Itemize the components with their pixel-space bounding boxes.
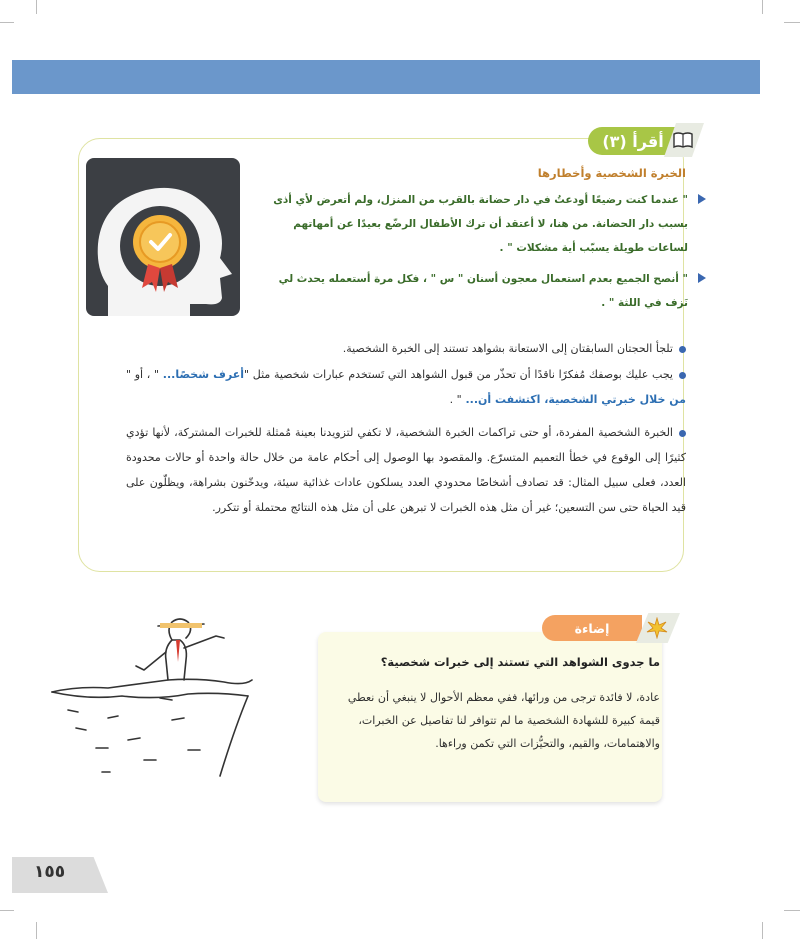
illumination-tab — [542, 613, 680, 643]
highlight-phrase-2: من خلال خبرتي الشخصية، اكتشفت أن... — [461, 393, 686, 406]
bullet-1-text: تلجأ الحجتان السابقتان إلى الاستعانة بشواهد تستند إلى الخبرة الشخصية. — [342, 342, 673, 355]
bullet-paragraph-3 — [126, 420, 686, 520]
crop-mark — [0, 910, 14, 911]
head-badge-icon — [86, 158, 240, 316]
bullet-3-text: الخبرة الشخصية المفردة، أو حتى تراكمات الخبرة الشخصية، لا تكفي لتزويدنا بعينة مُمثلة للخبرات المشتركة، لأنها تؤدي كثيرًا إلى الوقوع في خطأ التعميم المتسرّع. والمقصود بها الوصول إلى أحكام عامة من خلال حالة واحدة أو حالات محدودة العدد، فعلى سبيل المثال: قد تصادف أشخاصًا محدودي العدد يسلكون عادات غذائية سيئة، ويدخّنون بشراهة، ويظلّون على قيد الحياة حتى سن التسعين؛ غير أن مثل هذه الخبرات لا تبرهن على أن مثل هذه النتائج محتملة أو تتكرر. — [126, 426, 686, 514]
dot-bullet-icon — [679, 346, 686, 353]
quote-2-text: " أنصح الجميع بعدم استعمال معجون أسنان " س " ، فكل مرة أستعمله يحدث لي نَزف في اللثة " . — [278, 273, 688, 309]
quote-1 — [258, 188, 688, 260]
bullet-2-mid: " ، أو " — [126, 368, 163, 381]
crop-mark — [784, 22, 800, 23]
read-section-tab — [586, 123, 704, 157]
section-subheading: الخبرة الشخصية وأخطارها — [537, 166, 686, 180]
bullet-2-start: يجب عليك بوصفك مُفكرًا ناقدًا أن تحذّر من قبول الشواهد التي تَستخدم عبارات شخصية مثل " — [243, 368, 673, 381]
highlight-phrase-1: أعرف شخصًا... — [162, 368, 244, 381]
blindfolded-man-illustration — [48, 600, 298, 790]
bullet-paragraph-1 — [126, 336, 686, 361]
bullet-paragraph-2 — [126, 362, 686, 412]
crop-mark — [762, 922, 763, 939]
crop-mark — [36, 922, 37, 939]
bullet-2-end: " . — [449, 393, 462, 406]
crop-mark — [36, 0, 37, 14]
illumination-question: ما جدوى الشواهد التي تستند إلى خبرات شخصية؟ — [380, 655, 660, 669]
crop-mark — [784, 910, 800, 911]
triangle-bullet-icon — [698, 194, 706, 204]
expertise-illustration — [86, 158, 240, 316]
illumination-text: عادة، لا فائدة ترجى من ورائها، ففي معظم الأحوال لا ينبغي أن نعطي قيمة كبيرة للشهادة الشخصية ما لم تتوافر لنا تفاصيل عن الخبرات، والاهتمامات، والقيم، والتحيُّزات التي تكمن وراءها. — [347, 691, 660, 750]
dot-bullet-icon — [679, 372, 686, 379]
page-number: ١٥٥ — [34, 862, 66, 882]
quote-1-text: " عندما كنت رضيعًا أودعتُ في دار حضانة بالقرب من المنزل، ولم أتعرض لأي أذى بسبب دار الحضانة. من هنا، لا أعتقد أن ترك الأطفال الرضّع بعيدًا عن أمهاتهم لساعات طويلة يسبّب أية مشكلات " . — [273, 194, 688, 254]
crop-mark — [762, 0, 763, 14]
quote-2 — [258, 267, 688, 315]
open-book-icon — [672, 129, 694, 151]
header-band — [12, 60, 760, 94]
triangle-bullet-icon — [698, 273, 706, 283]
crop-mark — [0, 22, 14, 23]
illumination-tab-label: إضاءة — [542, 615, 642, 641]
dot-bullet-icon — [679, 430, 686, 437]
read-tab-label: أقرأ (٣) — [588, 127, 678, 155]
light-burst-icon — [646, 617, 668, 639]
